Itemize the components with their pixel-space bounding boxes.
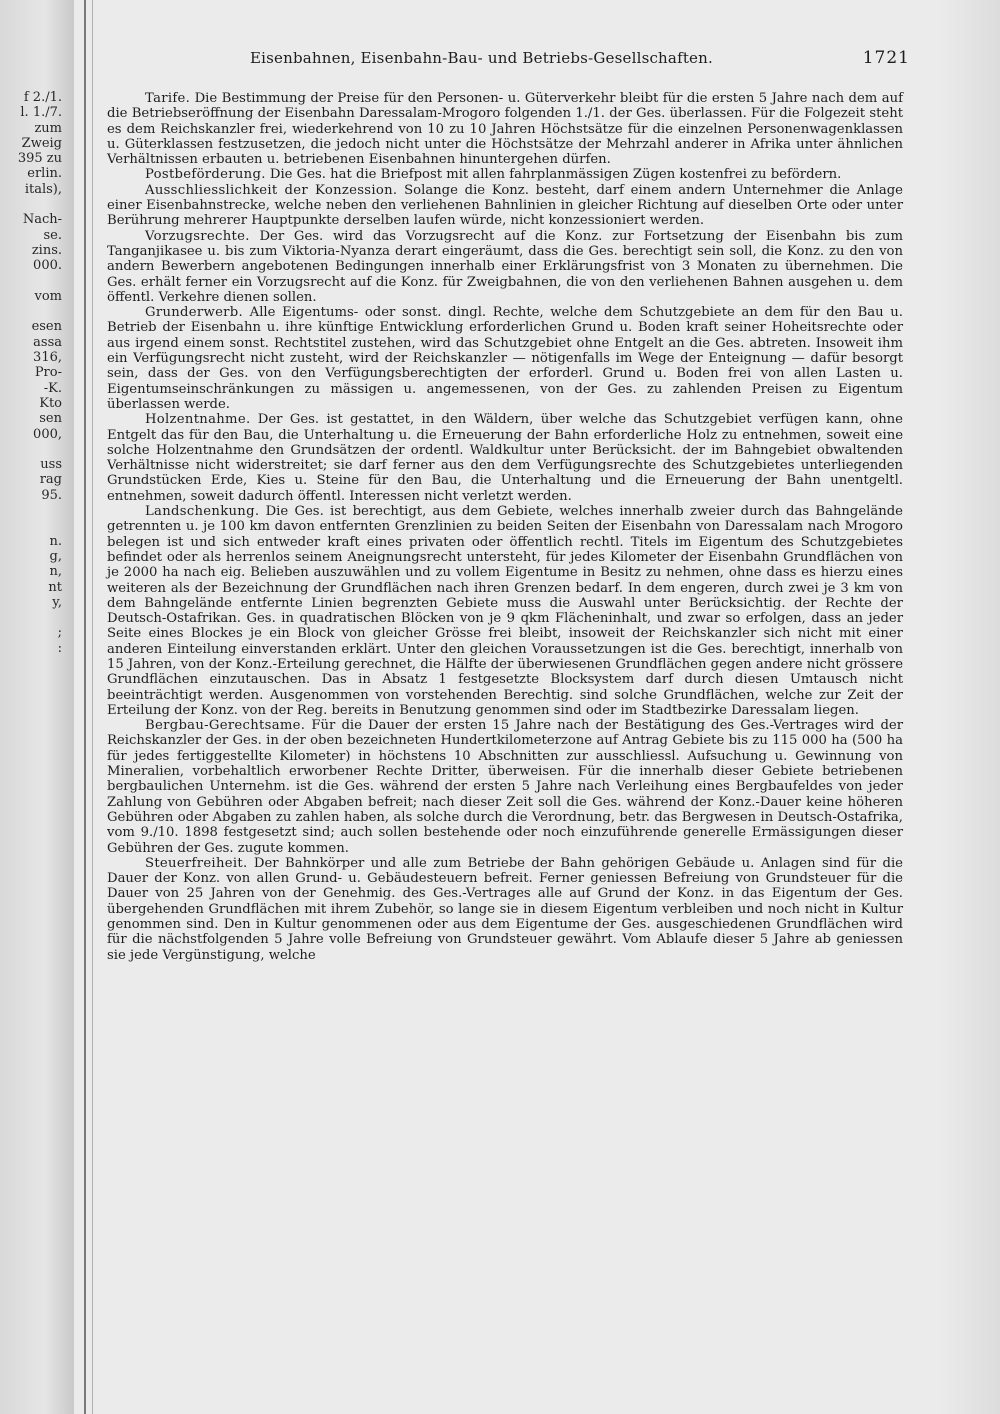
margin-fragment: nt (48, 579, 62, 595)
paragraph-bergbau (107, 718, 903, 856)
paragraph-text: Der Bahnkörper und alle zum Betriebe der Bahn gehörigen Gebäude u. Anlagen sind für die Dauer der Konz. von allen Grund- u. Gebäudesteuern befreit. Ferner geniessen Befreiung von Grundsteuer für die Dauer von 25 Jahren von der Genehmig. des Ges.-Vertrages alle auf Grund der Konz. in das Eigentum der Ges. übergehenden Grundflächen mit ihrem Zubehör, so lange sie in diesem Eigentum verbleiben und noch nicht in Kultur genommen sind. Den in Kultur genommenen oder aus dem Eigentume der Ges. ausgeschiedenen Grundflächen wird für die nächstfolgenden 5 Jahre volle Befreiung von Grundsteuer gewährt. Vom Ablaufe dieser 5 Jahre ab geniessen sie jede Vergünstigung, welche (107, 855, 903, 963)
rubric: Steuerfreiheit. (145, 855, 248, 871)
paragraph-text: Die Bestimmung der Preise für den Personen- u. Güterverkehr bleibt für die ersten 5 Jahre nach dem auf die Betriebseröffnung der Eisenbahn Daressalam-Mrogoro folgenden 1./1. der Ges. überlassen. Für die Folgezeit steht es dem Reichskanzler frei, wiederkehrend von 10 zu 10 Jahren Höchstsätze für die einzelnen Personenwagenklassen u. Güterklassen festzusetzen, die jedoch nicht unter die Höchstsätze der Mehrzahl anderer in Afrika unter ähnlichen Verhältnissen erbauten u. betriebenen Eisenbahnen hinuntergehen dürfen. (107, 91, 903, 168)
rubric: Vorzugsrechte. (145, 228, 250, 244)
margin-fragment (0, 197, 62, 212)
margin-fragment: zum (34, 120, 62, 136)
margin-fragment: zins. (31, 242, 62, 258)
paragraph-grunderwerb (107, 305, 903, 412)
margin-fragment (0, 503, 62, 518)
book-gutter-shadow (92, 0, 93, 1414)
rubric: Tarife. (145, 91, 191, 106)
margin-fragment: f 2./1. (23, 90, 62, 105)
running-title: Eisenbahnen, Eisenbahn-Bau- und Betriebs-Gesellschaften. (250, 49, 713, 67)
margin-fragment: se. (43, 227, 62, 243)
margin-fragment: rag (39, 472, 62, 488)
margin-fragment: Zweig (21, 135, 62, 151)
paragraph-tarife (107, 91, 903, 167)
page-header (250, 49, 910, 71)
margin-fragment: esen (31, 319, 62, 335)
previous-page-text-fragments (0, 90, 62, 656)
paragraph-holzentnahme (107, 412, 903, 504)
margin-fragment: 95. (41, 487, 62, 503)
margin-fragment: itals), (24, 181, 62, 197)
margin-fragment: Nach- (22, 212, 62, 228)
margin-fragment: vom (34, 288, 62, 304)
paragraph-ausschliesslichkeit (107, 183, 903, 229)
margin-fragment: assa (33, 334, 62, 350)
paragraph-text: Alle Eigentums- oder sonst. dingl. Rechte, welche dem Schutzgebiete an dem für den Bau u. Betrieb der Eisenbahn u. ihre künftige Entwicklung erforderlichen Grund u. Boden kraft seiner Hoheitsrechte oder aus irgend einem sonst. Rechtstitel zustehen, wird das Schutzgebiet ohne Entgelt an die Ges. abtreten. Insoweit ihm ein Verfügungsrecht nicht zusteht, wird der Reichskanzler — nötigenfalls im Wege der Enteignung — dafür besorgt sein, dass der Ges. von den Verfügungsberechtigten der erforderl. Grund u. Boden frei von allen Lasten u. Eigentumseinschränkungen zu mässigen u. angemessenen, von der Ges. zu zahlenden Preisen zu Eigentum überlassen werde. (107, 305, 903, 412)
margin-fragment: ; (57, 625, 62, 641)
margin-fragment (0, 274, 62, 289)
page-number: 1721 (862, 48, 910, 68)
margin-fragment (0, 304, 62, 319)
margin-fragment: sen (39, 411, 62, 427)
margin-fragment: g, (49, 548, 62, 564)
rubric: Holzentnahme. (145, 412, 251, 428)
margin-fragment: 395 zu (17, 151, 62, 167)
margin-fragment: l. 1./7. (20, 105, 62, 121)
rubric: Postbeförderung. (145, 167, 266, 183)
paragraph-text: Die Ges. ist berechtigt, aus dem Gebiete, welches innerhalb zweier durch das Bahngelände getrennten u. je 100 km davon entfernten Grenzlinien zu beiden Seiten der Eisenbahn von Daressalam nach Mrogoro belegen ist und sich entweder kraft eines privaten oder öffentlich rechtl. Titels im Eigentum des Schutzgebietes befindet oder als herrenlos seinem Aneignungsrecht untersteht, für jedes Kilometer der Eisenbahn Grundflächen von je 2000 ha nach eig. Belieben auszuwählen und zu vollem Eigentume in Besitz zu nehmen, ohne dass es hierzu eines weiteren als der Bezeichnung der Grundflächen nach ihren Grenzen bedarf. In dem engeren, durch zwei je 3 km von dem Bahngelände entfernte Linien begrenzten Gebiete muss die Auswahl unter Berücksichtig. der Rechte der Deutsch-Ostafrikan. Ges. in quadratischen Blöcken von je 9 qkm Flächeninhalt, und zwar so erfolgen, dass an jeder Seite eines Blockes je ein Block von gleicher Grösse frei bleibt, insoweit der Reichskanzler sich nicht mit einer anderen Einteilung einverstanden erklärt. Unter den gleichen Voraussetzungen ist die Ges. berechtigt, innerhalb von 15 Jahren, von der Konz.-Erteilung gerechnet, die Hälfte der überwiesenen Grundflächen gegen andere nicht grössere Grundflächen einzutauschen. Das in Absatz 1 festgesetzte Blocksystem darf durch diesen Umtausch nicht beeinträchtigt werden. Ausgenommen von vorstehenden Berechtig. sind solche Grundflächen, welche zur Zeit der Erteilung der Konz. von der Reg. bereits in Benutzung genommen sind oder im Stadtbezirke Daressalam liegen. (107, 504, 903, 718)
margin-fragment: Kto (39, 395, 62, 411)
paragraph-text: Der Ges. ist gestattet, in den Wäldern, über welche das Schutzgebiet verfügen kann, ohne Entgelt das für den Bau, die Unterhaltung u. die Erneuerung der Bahn erforderliche Holz zu entnehmen, soweit eine solche Holzentnahme den Grundsätzen der ordentl. Waldkultur unter Berücksicht. der im Bahngebiet obwaltenden Verhältnisse nicht widerstreitet; sie darf ferner aus den dem Verfügungsrechte des Schutzgebietes unterliegenden Grundstücken Erde, Kies u. Steine für den Bau, die Unterhaltung und die Erneuerung der Bahn unentgeltl. entnehmen, soweit dadurch öffentl. Interessen nicht verletzt werden. (107, 412, 903, 504)
margin-fragment (0, 518, 62, 533)
margin-fragment: n. (49, 533, 62, 549)
paragraph-vorzugsrechte (107, 229, 903, 305)
rubric: Grunderwerb. (145, 305, 244, 321)
margin-fragment: n, (49, 564, 62, 580)
paragraph-text: Die Ges. hat die Briefpost mit allen fahrplanmässigen Zügen kostenfrei zu befördern. (269, 167, 842, 183)
margin-fragment (0, 442, 62, 457)
margin-fragment: uss (40, 457, 62, 473)
margin-fragment: -K. (43, 380, 62, 396)
paragraph-text: Solange die Konz. besteht, darf einem andern Unternehmer die Anlage einer Eisenbahnstrecke, welche neben den verliehenen Bahnlinien in gleicher Richtung auf dieselben Orte oder unter Berührung mehrerer Hauptpunkte derselben laufen würde, nicht konzessioniert werden. (107, 182, 903, 229)
margin-fragment: y, (52, 594, 62, 610)
paragraph-text: Für die Dauer der ersten 15 Jahre nach der Bestätigung des Ges.-Vertrages wird der Reichskanzler der Ges. in der oben bezeichneten Hundertkilometerzone auf Antrag Gebiete bis zu 115 000 ha (500 ha für jedes fertiggestellte Kilometer) in höchstens 10 Abschnitten zur ausschliessl. Aufsuchung u. Gewinnung von Mineralien, vorbehaltlich erworbener Rechte Dritter, überweisen. Für die innerhalb dieser Gebiete betriebenen bergbaulichen Unternehm. ist die Ges. während der ersten 5 Jahre nach Verleihung eines Bergbaufeldes von jeder Zahlung von Gebühren oder Abgaben befreit; nach dieser Zeit soll die Ges. während der Konz.-Dauer keine höheren Gebühren oder Abgaben zu zahlen haben, als solche durch die Verordnung, betr. das Bergwesen in Deutsch-Ostafrika, vom 9./10. 1898 festgesetzt sind; auch sollen bestehende oder noch einzuführende generelle Ermässigungen dieser Gebühren der Ges. zugute kommen. (107, 718, 903, 856)
margin-fragment: Pro- (34, 365, 62, 381)
main-text-column (107, 91, 903, 963)
margin-fragment: : (57, 640, 62, 656)
rubric: Ausschliesslichkeit der Konzession. (145, 182, 398, 198)
rubric: Landschenkung. (145, 504, 260, 520)
paragraph-steuerfreiheit (107, 856, 903, 963)
rubric: Bergbau-Gerechtsame. (145, 718, 306, 734)
margin-fragment: 316, (33, 350, 62, 366)
paragraph-text: Der Ges. wird das Vorzugsrecht auf die Konz. zur Fortsetzung der Eisenbahn bis zum Tanganjikasee u. bis zum Viktoria-Nyanza derart eingeräumt, dass die Ges. berechtigt sein soll, die Konz. zu den von andern Bewerbern angebotenen Bedingungen innerhalb einer Erklärungsfrist von 3 Monaten zu übernehmen. Die Ges. erhält ferner ein Vorzugsrecht auf die Konz. für Zweigbahnen, die von den verliehenen Bahnen ausgehen u. dem öffentl. Verkehre dienen sollen. (107, 228, 903, 305)
margin-fragment (0, 610, 62, 625)
margin-fragment: 000. (33, 258, 62, 274)
margin-fragment: erlin. (27, 166, 62, 182)
page-edge-shading (940, 0, 1000, 1414)
paragraph-landschenkung (107, 504, 903, 718)
paragraph-postbefoerderung (107, 167, 903, 182)
book-gutter (84, 0, 86, 1414)
margin-fragment: 000, (33, 426, 62, 442)
